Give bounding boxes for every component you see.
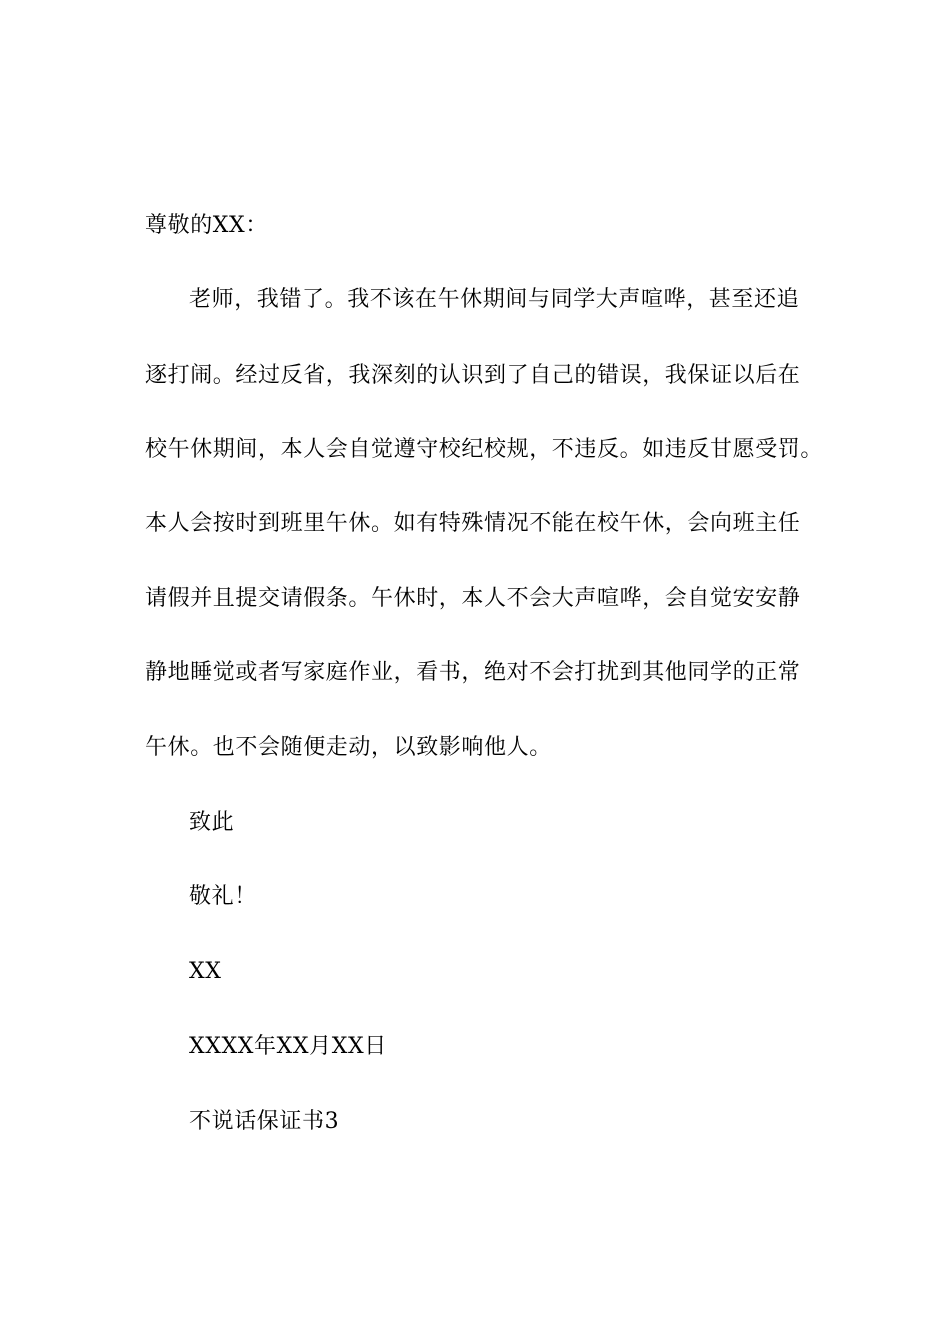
body-line-3: 校午休期间，本人会自觉遵守校纪校规，不违反。如违反甘愿受罚。 (145, 437, 824, 462)
body-line-2: 逐打闹。经过反省，我深刻的认识到了自己的错误，我保证以后在 (145, 363, 801, 388)
next-section-heading: 不说话保证书3 (189, 1109, 340, 1134)
closing-line-1: 致此 (189, 810, 235, 835)
body-line-1: 老师，我错了。我不该在午休期间与同学大声喧哗，甚至还追 (189, 287, 800, 312)
body-line-6: 静地睡觉或者写家庭作业，看书，绝对不会打扰到其他同学的正常 (145, 660, 801, 685)
salutation: 尊敬的XX： (145, 213, 268, 238)
body-line-4: 本人会按时到班里午休。如有特殊情况不能在校午休，会向班主任 (145, 511, 801, 536)
closing-line-2: 敬礼！ (189, 884, 257, 909)
date: XXXX年XX月XX日 (189, 1034, 387, 1059)
body-line-5: 请假并且提交请假条。午休时，本人不会大声喧哗，会自觉安安静 (145, 586, 801, 611)
body-line-7: 午休。也不会随便走动，以致影响他人。 (145, 735, 552, 760)
signature: XX (189, 959, 222, 984)
